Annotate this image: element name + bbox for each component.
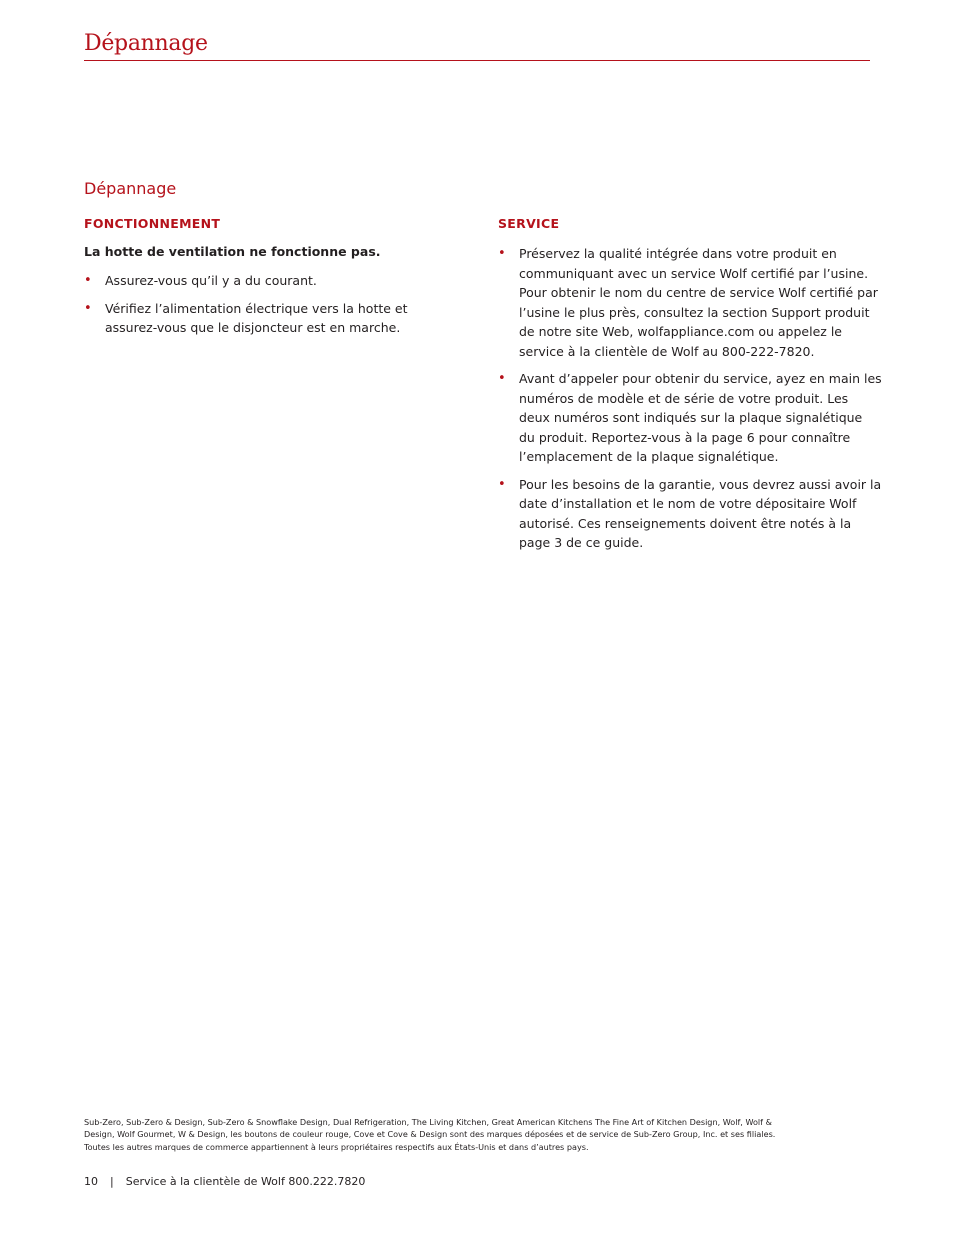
section-title: Dépannage [84, 179, 177, 198]
list-item [498, 475, 882, 553]
bullet-icon: • [498, 246, 506, 261]
header-divider [84, 60, 870, 61]
bullet-icon: • [84, 273, 92, 288]
legal-line: Toutes les autres marques de commerce appartiennent à leurs propriétaires respectifs aux États-Unis et dans d’autres pays. [84, 1141, 589, 1152]
legal-line: Sub-Zero, Sub-Zero & Design, Sub-Zero & Snowflake Design, Dual Refrigeration, The Living Kitchen, Great American Kitchens The Fine Art of Kitchen Design, Wolf, Wolf & [84, 1117, 772, 1127]
customer-service-text: Service à la clientèle de Wolf 800.222.7820 [125, 1175, 366, 1188]
list-item-text: Vérifiez l’alimentation électrique vers la hotte et assurez-vous que le disjoncteur est en marche. [105, 300, 408, 335]
list-item [498, 244, 882, 361]
bullet-icon: • [498, 371, 506, 386]
list-item-text: Préservez la qualité intégrée dans votre produit en communiquant avec un service Wolf certifié par l’usine. Pour obtenir le nom du centre de service Wolf certifié par l’usine le plus près, consultez la section Support produit de notre site Web, wolfappliance.com ou appelez le service à la clientèle de Wolf au 800-222-7820. [519, 246, 878, 359]
page-footer [84, 1175, 365, 1189]
page-title: Dépannage [84, 31, 208, 56]
legal-notice [84, 1116, 884, 1153]
service-bullet-list [498, 244, 882, 553]
list-item-text: Avant d’appeler pour obtenir du service, ayez en main les numéros de modèle et de série de votre produit. Les deux numéros sont indiqués sur la plaque signalétique du produit. Reportez-vous à la page 6 pour connaître l’emplacement de la plaque signalétique. [519, 371, 882, 464]
list-item [84, 271, 424, 291]
bullet-icon: • [84, 300, 92, 316]
service-heading: SERVICE [498, 216, 560, 231]
operation-column [84, 216, 424, 346]
problem-statement: La hotte de ventilation ne fonctionne pas. [84, 244, 381, 259]
service-column [498, 216, 882, 561]
list-item-text: Assurez-vous qu’il y a du courant. [105, 273, 317, 288]
operation-bullet-list [84, 271, 424, 338]
operation-heading: FONCTIONNEMENT [84, 216, 221, 231]
page-number: 10 [84, 1175, 98, 1188]
list-item-text: Pour les besoins de la garantie, vous devrez aussi avoir la date d’installation et le nom de votre dépositaire Wolf autorisé. Ces renseignements doivent être notés à la page 3 de ce guide. [519, 476, 882, 550]
page-header [84, 28, 870, 61]
list-item [498, 369, 882, 467]
list-item [84, 299, 424, 338]
legal-line: Design, Wolf Gourmet, W & Design, les boutons de couleur rouge, Cove et Cove & Design sont des marques déposées et de service de Sub-Zero Group, Inc. et ses filiales. [84, 1129, 776, 1140]
footer-separator: | [110, 1175, 114, 1188]
bullet-icon: • [498, 476, 506, 492]
